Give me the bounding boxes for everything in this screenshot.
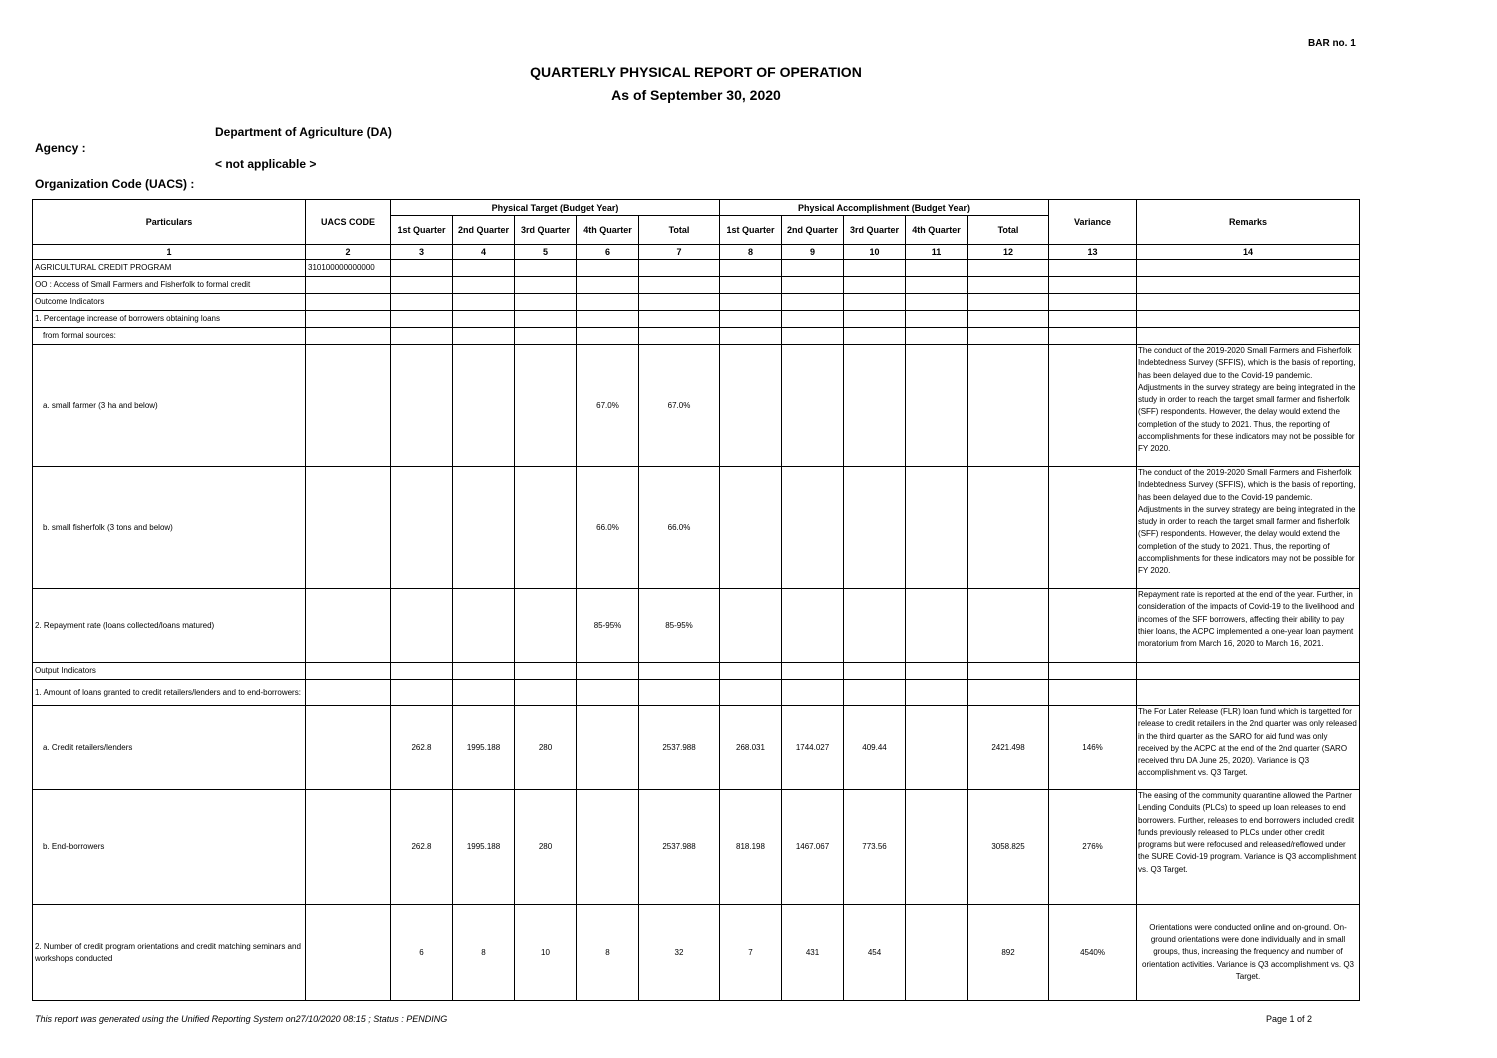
cell-accomp-q4 [906, 790, 968, 905]
col-number: 10 [844, 245, 906, 260]
cell-particulars: b. End-borrowers [33, 790, 306, 905]
cell-target-q1 [391, 467, 453, 589]
cell-accomp-total [968, 277, 1049, 294]
cell-particulars: a. Credit retailers/lenders [33, 706, 306, 790]
cell-accomp-q1 [720, 311, 782, 328]
cell-accomp-total [968, 345, 1049, 467]
cell-target-q4 [577, 260, 639, 277]
cell-accomp-q3 [844, 467, 906, 589]
cell-target-q2 [453, 680, 515, 706]
table-row [33, 294, 1360, 311]
cell-accomp-q4 [906, 260, 968, 277]
cell-target-total: 2537.988 [639, 790, 720, 905]
cell-target-q1 [391, 345, 453, 467]
header-target-total: Total [639, 216, 720, 245]
cell-target-q2 [453, 589, 515, 663]
cell-particulars: 1. Amount of loans granted to credit retailers/lenders and to end-borrowers: [33, 680, 306, 706]
cell-target-q3 [515, 328, 577, 345]
report-body [33, 260, 1360, 1001]
cell-target-q4 [577, 663, 639, 680]
cell-target-q1: 262.8 [391, 706, 453, 790]
header-accomp-q2: 2nd Quarter [782, 216, 844, 245]
cell-accomp-q1 [720, 328, 782, 345]
cell-target-total [639, 294, 720, 311]
cell-target-total: 85-95% [639, 589, 720, 663]
cell-accomp-q2 [782, 467, 844, 589]
cell-uacs-code [306, 277, 391, 294]
col-number: 9 [782, 245, 844, 260]
header-accomp-total: Total [968, 216, 1049, 245]
cell-particulars: b. small fisherfolk (3 tons and below) [33, 467, 306, 589]
cell-variance [1049, 589, 1137, 663]
cell-remarks: The conduct of the 2019-2020 Small Farmers and Fisherfolk Indebtedness Survey (SFFIS), which is the basis of reporting, has been delayed due to the Covid-19 pandemic. Adjustments in the survey strategy are being integrated in the study in order to reach the target small farmer and fisherfolk (SFF) respondents. However, the delay would extend the completion of the study to 2021. Thus, the reporting of accomplishments for these indicators may not be possible for FY 2020. [1137, 467, 1360, 589]
cell-particulars: 1. Percentage increase of borrowers obtaining loans [33, 311, 306, 328]
cell-particulars: AGRICULTURAL CREDIT PROGRAM [33, 260, 306, 277]
table-row [33, 790, 1360, 905]
cell-target-q3: 10 [515, 905, 577, 1001]
cell-remarks [1137, 311, 1360, 328]
cell-target-q4 [577, 790, 639, 905]
cell-target-total: 66.0% [639, 467, 720, 589]
cell-remarks [1137, 277, 1360, 294]
cell-accomp-q3: 773.56 [844, 790, 906, 905]
cell-accomp-q3 [844, 589, 906, 663]
cell-variance [1049, 663, 1137, 680]
bar-number: BAR no. 1 [1308, 38, 1356, 49]
cell-accomp-q1: 268.031 [720, 706, 782, 790]
cell-remarks: The easing of the community quarantine allowed the Partner Lending Conduits (PLCs) to speed up loan releases to end borrowers. Further, releases to end borrowers included credit funds previously released to PLCs under other credit programs but were refocused and released/reflowed under the SURE Covid-19 program. Variance is Q3 accomplishment vs. Q3 Target. [1137, 790, 1360, 905]
header-accomp-q3: 3rd Quarter [844, 216, 906, 245]
cell-target-q1 [391, 260, 453, 277]
cell-accomp-q2 [782, 311, 844, 328]
agency-label: Agency : [35, 141, 86, 155]
cell-accomp-total [968, 294, 1049, 311]
cell-target-q1 [391, 328, 453, 345]
cell-accomp-q1 [720, 294, 782, 311]
cell-target-q1 [391, 311, 453, 328]
cell-accomp-total: 3058.825 [968, 790, 1049, 905]
col-number: 8 [720, 245, 782, 260]
cell-variance: 4540% [1049, 905, 1137, 1001]
table-row [33, 663, 1360, 680]
cell-accomp-q3 [844, 277, 906, 294]
cell-accomp-q1: 7 [720, 905, 782, 1001]
col-number: 11 [906, 245, 968, 260]
col-number: 5 [515, 245, 577, 260]
cell-accomp-q4 [906, 589, 968, 663]
cell-target-total: 2537.988 [639, 706, 720, 790]
cell-accomp-q3 [844, 260, 906, 277]
cell-variance [1049, 680, 1137, 706]
cell-accomp-q3 [844, 345, 906, 467]
cell-particulars: 2. Number of credit program orientations and credit matching seminars and workshops conducted [33, 905, 306, 1001]
cell-particulars: Output Indicators [33, 663, 306, 680]
cell-target-q2 [453, 260, 515, 277]
cell-target-q4 [577, 311, 639, 328]
header-variance: Variance [1049, 200, 1137, 245]
table-row [33, 467, 1360, 589]
cell-accomp-q4 [906, 706, 968, 790]
cell-target-q2 [453, 294, 515, 311]
cell-uacs-code [306, 589, 391, 663]
cell-variance [1049, 311, 1137, 328]
header-remarks: Remarks [1137, 200, 1360, 245]
cell-uacs-code [306, 663, 391, 680]
cell-accomp-q1 [720, 467, 782, 589]
cell-target-total [639, 260, 720, 277]
cell-remarks: The For Later Release (FLR) loan fund which is targetted for release to credit retailers in the 2nd quarter was only released in the third quarter as the SARO for aid fund was only received by the ACPC at the end of the 2nd quarter (SARO received thru DA June 25, 2020). Variance is Q3 accomplishment vs. Q3 Target. [1137, 706, 1360, 790]
cell-accomp-total [968, 589, 1049, 663]
cell-uacs-code [306, 790, 391, 905]
cell-target-q2: 1995.188 [453, 790, 515, 905]
cell-variance [1049, 345, 1137, 467]
cell-target-total [639, 328, 720, 345]
cell-accomp-q4 [906, 328, 968, 345]
cell-accomp-q4 [906, 311, 968, 328]
cell-target-q3 [515, 663, 577, 680]
cell-target-q4: 67.0% [577, 345, 639, 467]
cell-target-q4 [577, 294, 639, 311]
cell-remarks: Orientations were conducted online and on-ground. On-ground orientations were done individually and in small groups, thus, increasing the frequency and number of orientation activities. Variance is Q3 accomplishment vs. Q3 Target. [1137, 905, 1360, 1001]
agency-name: Department of Agriculture (DA) [215, 125, 392, 139]
table-row [33, 680, 1360, 706]
cell-accomp-q1 [720, 589, 782, 663]
cell-target-q3 [515, 311, 577, 328]
header-target-q1: 1st Quarter [391, 216, 453, 245]
col-number: 3 [391, 245, 453, 260]
cell-accomp-q2: 1744.027 [782, 706, 844, 790]
cell-target-q1 [391, 680, 453, 706]
cell-target-total: 32 [639, 905, 720, 1001]
report-title: QUARTERLY PHYSICAL REPORT OF OPERATION [530, 64, 862, 80]
report-table [32, 199, 1360, 1001]
cell-target-q2: 8 [453, 905, 515, 1001]
cell-target-q3 [515, 294, 577, 311]
cell-accomp-total [968, 467, 1049, 589]
cell-target-q3 [515, 345, 577, 467]
cell-target-q2: 1995.188 [453, 706, 515, 790]
col-number: 6 [577, 245, 639, 260]
cell-accomp-q1 [720, 277, 782, 294]
table-row [33, 311, 1360, 328]
org-code-label: Organization Code (UACS) : [35, 177, 195, 191]
cell-accomp-total [968, 328, 1049, 345]
cell-variance [1049, 328, 1137, 345]
cell-uacs-code [306, 294, 391, 311]
cell-accomp-q4 [906, 277, 968, 294]
cell-target-q2 [453, 663, 515, 680]
cell-accomp-q1 [720, 663, 782, 680]
cell-accomp-q2 [782, 294, 844, 311]
cell-target-total [639, 663, 720, 680]
footer-note: This report was generated using the Unified Reporting System on27/10/2020 08:15 ; Status : PENDING [35, 1014, 448, 1024]
cell-target-q3: 280 [515, 706, 577, 790]
cell-accomp-q1: 818.198 [720, 790, 782, 905]
cell-accomp-q2 [782, 260, 844, 277]
cell-remarks [1137, 328, 1360, 345]
cell-uacs-code [306, 905, 391, 1001]
cell-accomp-q4 [906, 467, 968, 589]
cell-remarks [1137, 260, 1360, 277]
table-row [33, 905, 1360, 1001]
col-number: 12 [968, 245, 1049, 260]
cell-target-total [639, 277, 720, 294]
cell-target-q4: 66.0% [577, 467, 639, 589]
page-number: Page 1 of 2 [1266, 1014, 1313, 1024]
cell-variance [1049, 260, 1137, 277]
cell-particulars: a. small farmer (3 ha and below) [33, 345, 306, 467]
cell-remarks [1137, 680, 1360, 706]
cell-target-q2 [453, 328, 515, 345]
cell-uacs-code [306, 467, 391, 589]
cell-target-q3 [515, 277, 577, 294]
cell-accomp-q3 [844, 311, 906, 328]
cell-accomp-total [968, 663, 1049, 680]
cell-target-q1: 262.8 [391, 790, 453, 905]
cell-target-q2 [453, 345, 515, 467]
table-row [33, 706, 1360, 790]
cell-accomp-q1 [720, 345, 782, 467]
cell-uacs-code [306, 706, 391, 790]
cell-accomp-q2 [782, 589, 844, 663]
table-row [33, 589, 1360, 663]
report-subtitle: As of September 30, 2020 [611, 87, 781, 103]
cell-target-q2 [453, 277, 515, 294]
header-physical-target: Physical Target (Budget Year) [391, 200, 720, 216]
cell-uacs-code [306, 680, 391, 706]
cell-target-q1: 6 [391, 905, 453, 1001]
cell-accomp-q4 [906, 345, 968, 467]
col-number: 13 [1049, 245, 1137, 260]
cell-accomp-q3 [844, 680, 906, 706]
cell-particulars: from formal sources: [33, 328, 306, 345]
cell-target-q4 [577, 328, 639, 345]
cell-accomp-q3 [844, 663, 906, 680]
cell-target-q3: 280 [515, 790, 577, 905]
cell-uacs-code [306, 311, 391, 328]
cell-accomp-q2 [782, 345, 844, 467]
cell-target-q3 [515, 589, 577, 663]
header-accomp-q1: 1st Quarter [720, 216, 782, 245]
cell-accomp-q1 [720, 680, 782, 706]
cell-accomp-q2 [782, 663, 844, 680]
table-row [33, 260, 1360, 277]
cell-target-total: 67.0% [639, 345, 720, 467]
cell-particulars: Outcome Indicators [33, 294, 306, 311]
cell-accomp-q2: 1467.067 [782, 790, 844, 905]
cell-target-q3 [515, 467, 577, 589]
table-row [33, 345, 1360, 467]
cell-target-q4 [577, 680, 639, 706]
cell-accomp-q2 [782, 277, 844, 294]
cell-target-q3 [515, 260, 577, 277]
cell-uacs-code: 310100000000000 [306, 260, 391, 277]
table-row [33, 328, 1360, 345]
cell-accomp-q3 [844, 294, 906, 311]
header-target-q3: 3rd Quarter [515, 216, 577, 245]
cell-accomp-total [968, 680, 1049, 706]
cell-accomp-total: 892 [968, 905, 1049, 1001]
cell-target-q1 [391, 589, 453, 663]
cell-accomp-q2 [782, 680, 844, 706]
header-accomp-q4: 4th Quarter [906, 216, 968, 245]
header-target-q2: 2nd Quarter [453, 216, 515, 245]
cell-target-q2 [453, 467, 515, 589]
header-uacs: UACS CODE [306, 200, 391, 245]
cell-variance: 276% [1049, 790, 1137, 905]
col-number: 14 [1137, 245, 1360, 260]
cell-target-q1 [391, 663, 453, 680]
cell-accomp-total: 2421.498 [968, 706, 1049, 790]
col-number: 4 [453, 245, 515, 260]
cell-target-q4 [577, 706, 639, 790]
cell-target-q4 [577, 277, 639, 294]
cell-particulars: 2. Repayment rate (loans collected/loans matured) [33, 589, 306, 663]
cell-target-q2 [453, 311, 515, 328]
header-particulars: Particulars [33, 200, 306, 245]
header-physical-accomplishment: Physical Accomplishment (Budget Year) [720, 200, 1049, 216]
cell-remarks: The conduct of the 2019-2020 Small Farmers and Fisherfolk Indebtedness Survey (SFFIS), which is the basis of reporting, has been delayed due to the Covid-19 pandemic. Adjustments in the survey strategy are being integrated in the study in order to reach the target small farmer and fisherfolk (SFF) respondents. However, the delay would extend the completion of the study to 2021. Thus, the reporting of accomplishments for these indicators may not be possible for FY 2020. [1137, 345, 1360, 467]
cell-variance [1049, 277, 1137, 294]
cell-variance: 146% [1049, 706, 1137, 790]
cell-target-q4: 85-95% [577, 589, 639, 663]
cell-accomp-total [968, 260, 1049, 277]
cell-remarks [1137, 663, 1360, 680]
cell-accomp-q3: 409.44 [844, 706, 906, 790]
cell-target-total [639, 311, 720, 328]
cell-target-q1 [391, 277, 453, 294]
cell-accomp-q4 [906, 294, 968, 311]
cell-accomp-q4 [906, 663, 968, 680]
col-number: 7 [639, 245, 720, 260]
cell-target-q1 [391, 294, 453, 311]
cell-accomp-q4 [906, 905, 968, 1001]
cell-accomp-q1 [720, 260, 782, 277]
cell-target-q3 [515, 680, 577, 706]
cell-uacs-code [306, 345, 391, 467]
cell-accomp-q2: 431 [782, 905, 844, 1001]
cell-variance [1049, 294, 1137, 311]
cell-target-total [639, 680, 720, 706]
cell-accomp-q4 [906, 680, 968, 706]
cell-particulars: OO : Access of Small Farmers and Fisherfolk to formal credit [33, 277, 306, 294]
col-number: 2 [306, 245, 391, 260]
cell-target-q4: 8 [577, 905, 639, 1001]
header-target-q4: 4th Quarter [577, 216, 639, 245]
table-row [33, 277, 1360, 294]
cell-accomp-q3 [844, 328, 906, 345]
cell-remarks [1137, 294, 1360, 311]
cell-uacs-code [306, 328, 391, 345]
cell-accomp-q2 [782, 328, 844, 345]
org-code-value: < not applicable > [215, 157, 317, 171]
cell-accomp-q3: 454 [844, 905, 906, 1001]
cell-remarks: Repayment rate is reported at the end of the year. Further, in consideration of the impacts of Covid-19 to the livelihood and incomes of the SFF borrowers, affecting their ability to pay thier loans, the ACPC implemented a one-year loan payment moratorium from March 16, 2020 to March 16, 2021. [1137, 589, 1360, 663]
cell-accomp-total [968, 311, 1049, 328]
cell-variance [1049, 467, 1137, 589]
col-number: 1 [33, 245, 306, 260]
